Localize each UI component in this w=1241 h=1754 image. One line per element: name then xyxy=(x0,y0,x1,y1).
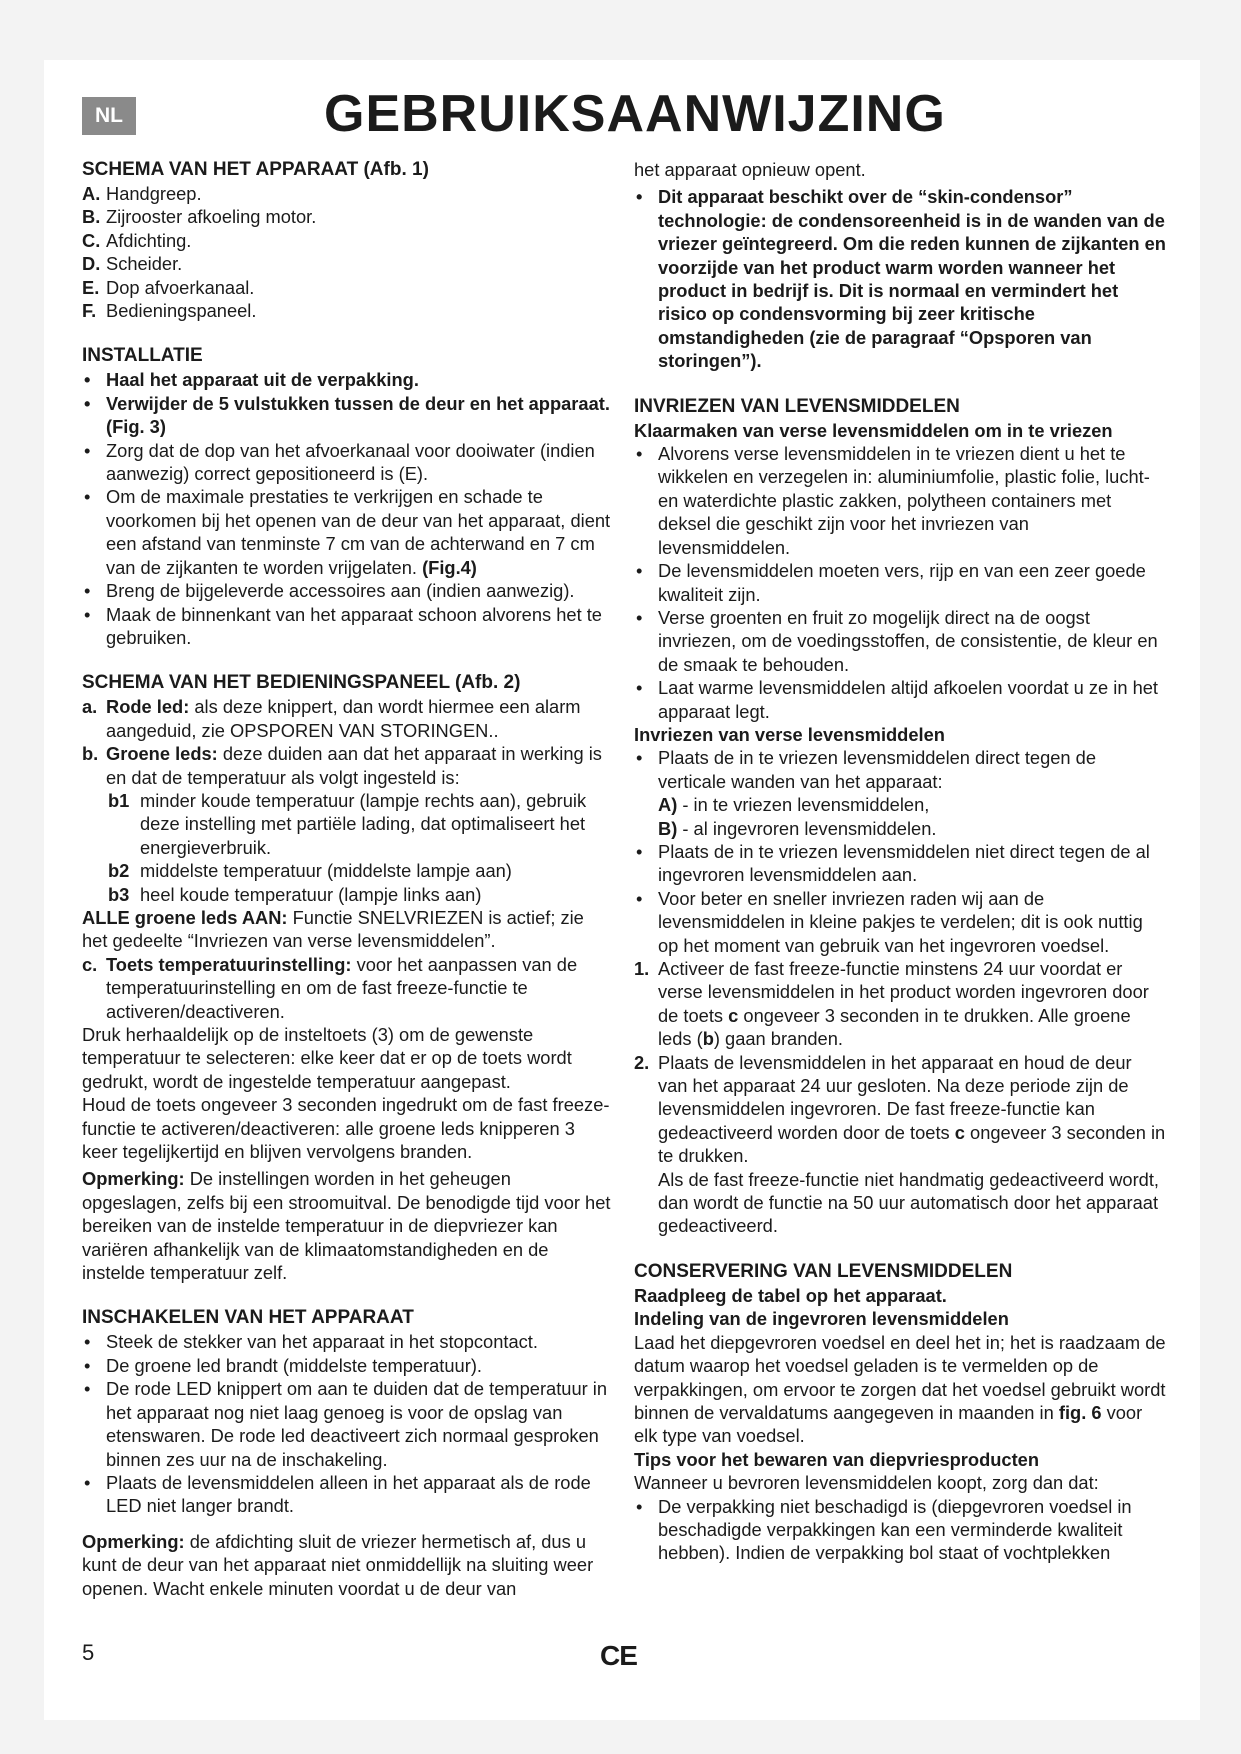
list-item: • De groene led brandt (middelste temperatuur). xyxy=(82,1354,612,1377)
panel-item-a: a. Rode led: als deze knippert, dan wordt hiermee een alarm aangeduid, zie OPSPOREN VAN STORINGEN.. xyxy=(82,696,581,741)
subheading: Tips voor het bewaren van diepvriesproducten xyxy=(634,1448,1039,1470)
invriezen-heading: INVRIEZEN VAN LEVENSMIDDELEN xyxy=(634,395,960,417)
list-item: • Breng de bijgeleverde accessoires aan (indien aanwezig). xyxy=(82,579,612,602)
opmerking-note: Opmerking: De instellingen worden in het geheugen opgeslagen, zelfs bij een stroomuitval. De benodigde tijd voor het bereiken van de instelde temperatuur in de diepvriezer kan variëren afhankelijk van de klimaatomstandigheden en de instelde temperatuur zelf. xyxy=(82,1168,611,1284)
list-item: D. Scheider. xyxy=(82,253,183,275)
list-item: • Zorg dat de dop van het afvoerkanaal voor dooiwater (indien aanwezig) correct gepositioneerd is (E). xyxy=(82,439,612,486)
page-number: 5 xyxy=(82,1640,95,1665)
list-item: A. Handgreep. xyxy=(82,183,202,204)
step-1: 1. Activeer de fast freeze-functie minstens 24 uur voordat er verse levensmiddelen in het product worden ingevroren door de toets c ongeveer 3 seconden in te drukken. Alle groene leds (b) gaan branden. xyxy=(634,958,1149,1050)
list-item: F. Bedieningspaneel. xyxy=(82,300,257,322)
alle-leds-note: ALLE groene leds AAN: Functie SNELVRIEZEN is actief; zie het gedeelte “Invriezen van verse levensmiddelen”. xyxy=(82,906,584,952)
list-item: C. Afdichting. xyxy=(82,229,192,251)
step-2: 2. Plaats de levensmiddelen in het apparaat en houd de deur van het apparaat 24 uur gesloten. Na deze periode zijn de levensmiddelen ingevroren. De fast freeze-functie kan gedeactiveerd worden door de toets c ongeveer 3 seconden in te drukken. xyxy=(634,1051,1166,1167)
paragraph: het apparaat opnieuw opent. xyxy=(634,159,866,180)
panel-item-c: c. Toets temperatuurinstelling: voor het aanpassen van de temperatuurinstelling en om de fast freeze-functie te activeren/deactiveren. xyxy=(82,953,578,1022)
list-item: • Steek de stekker van het apparaat in het stopcontact. xyxy=(82,1330,612,1353)
subheading: Klaarmaken van verse levensmiddelen om in te vriezen xyxy=(634,419,1113,441)
panel-item-b: b. Groene leds: deze duiden aan dat het apparaat in werking is en dat de temperatuur als volgt ingesteld is: xyxy=(82,743,602,788)
list-item: • Alvorens verse levensmiddelen in te vriezen dient u het te wikkelen en verzegelen in: aluminiumfolie, plastic folie, lucht- en waterdichte plastic zakken, polytheen containers met deksel die geschikt zijn voor het invriezen van levensmiddelen. xyxy=(634,442,1166,559)
subheading: Invriezen van verse levensmiddelen xyxy=(634,723,945,745)
list-item: • Laat warme levensmiddelen altijd afkoelen voordat u ze in het apparaat legt. xyxy=(634,676,1166,723)
paragraph: Als de fast freeze-functie niet handmatig gedeactiveerd wordt, dan wordt de functie na 50 uur automatisch door het apparaat gedeactiveerd. xyxy=(658,1168,1159,1237)
conservering-heading: CONSERVERING VAN LEVENSMIDDELEN xyxy=(634,1260,1013,1282)
subheading: Indeling van de ingevroren levensmiddelen xyxy=(634,1308,1009,1330)
parts-list xyxy=(82,182,612,322)
left-column xyxy=(82,158,612,1600)
list-item: • De levensmiddelen moeten vers, rijp en van een zeer goede kwaliteit zijn. xyxy=(634,559,1166,606)
list-item: • Maak de binnenkant van het apparaat schoon alvorens het te gebruiken. xyxy=(82,603,612,650)
right-column xyxy=(634,158,1166,1565)
paragraph: Houd de toets ongeveer 3 seconden ingedrukt om de fast freeze-functie te activeren/deactiveren: alle groene leds knipperen 3 keer tegelijkertijd en blijven vervolgens branden. xyxy=(82,1094,610,1163)
list-item: • Verwijder de 5 vulstukken tussen de deur en het apparaat. (Fig. 3) xyxy=(82,392,612,439)
list-item: • Om de maximale prestaties te verkrijgen en schade te voorkomen bij het openen van de deur van het apparaat, dient een afstand van tenminste 7 cm van de achterwand en 7 cm van de zijkanten te worden vrijgelaten. (Fig.4) xyxy=(82,485,612,579)
list-item: • Plaats de levensmiddelen alleen in het apparaat als de rode LED niet langer brandt. xyxy=(82,1471,612,1518)
page-title: GEBRUIKSAANWIJZING xyxy=(324,85,946,143)
list-item: • Plaats de in te vriezen levensmiddelen direct tegen de verticale wanden van het apparaat: xyxy=(634,746,1166,793)
schema-heading: SCHEMA VAN HET APPARAAT (Afb. 1) xyxy=(82,159,429,180)
list-item: • De rode LED knippert om aan te duiden dat de temperatuur in het apparaat nog niet laag genoeg is voor de opslag van etenswaren. De rode led deactiveert zich normaal gesproken binnen zes uur na de inschakeling. xyxy=(82,1377,612,1471)
list-item: • Plaats de in te vriezen levensmiddelen niet direct tegen de al ingevroren levensmiddelen aan. xyxy=(634,840,1166,887)
list-item: • Voor beter en sneller invriezen raden wij aan de levensmiddelen in kleine pakjes te verdelen; dit is ook nuttig op het moment van gebruik van het ingevroren voedsel. xyxy=(634,887,1166,957)
installatie-heading: INSTALLATIE xyxy=(82,345,203,367)
list-item: B) - al ingevroren levensmiddelen. xyxy=(658,817,937,839)
language-badge: NL xyxy=(82,97,136,135)
paragraph: Wanneer u bevroren levensmiddelen koopt, zorg dan dat: xyxy=(634,1472,1099,1494)
ce-mark-icon: CE xyxy=(600,1640,637,1671)
list-item: A) - in te vriezen levensmiddelen, xyxy=(658,794,930,816)
list-item: • Verse groenten en fruit zo mogelijk direct na de oogst invriezen, om de voedingsstoffen, de consistentie, de kleur en de smaak te behouden. xyxy=(634,606,1166,676)
panel-heading: SCHEMA VAN HET BEDIENINGSPANEEL (Afb. 2) xyxy=(82,672,521,694)
paragraph: Laad het diepgevroren voedsel en deel het in; het is raadzaam de datum waarop het voedsel geladen is te vermelden op de verpakkingen, om ervoor te zorgen dat het voedsel gebruikt wordt binnen de vervaldatums aangegeven in maanden in fig. 6 voor elk type van voedsel. xyxy=(634,1331,1166,1447)
subheading: Raadpleeg de tabel op het apparaat. xyxy=(634,1284,947,1306)
opmerking-note: Opmerking: de afdichting sluit de vriezer hermetisch af, dus u kunt de deur van het apparaat niet onmiddellijk na sluiting weer openen. Wacht enkele minuten voordat u de deur van xyxy=(82,1530,594,1599)
inschakelen-heading: INSCHAKELEN VAN HET APPARAAT xyxy=(82,1307,414,1329)
list-item: E. Dop afvoerkanaal. xyxy=(82,276,255,298)
list-item: • De verpakking niet beschadigd is (diepgevroren voedsel in beschadigde verpakkingen kan een verminderde kwaliteit hebben). Indien de verpakking bol staat of vochtplekken xyxy=(634,1495,1166,1565)
list-item: • Haal het apparaat uit de verpakking. xyxy=(82,368,612,391)
list-item: • Dit apparaat beschikt over de “skin-condensor” technologie: de condensoreenheid is in de wanden van de vriezer geïntegreerd. Om die reden kunnen de zijkanten en voorzijde van het product warm worden wanneer het product in bedrijf is. Dit is normaal en vermindert het risico op condensvorming bij zeer kritische omstandigheden (zie de paragraaf “Opsporen van storingen”). xyxy=(634,185,1166,372)
paragraph: Druk herhaaldelijk op de insteltoets (3) om de gewenste temperatuur te selecteren: elke keer dat er op de toets wordt gedrukt, wordt de ingestelde temperatuur aangepast. xyxy=(82,1024,572,1092)
panel-item-b1: b1 minder koude temperatuur (lampje rechts aan), gebruik deze instelling met partiële lading, dat optimaliseert het energieverbruik. xyxy=(108,789,587,858)
panel-item-b2: b2 middelste temperatuur (middelste lampje aan) xyxy=(108,860,512,882)
list-item: B. Zijrooster afkoeling motor. xyxy=(82,206,317,228)
panel-item-b3: b3 heel koude temperatuur (lampje links aan) xyxy=(108,883,482,905)
